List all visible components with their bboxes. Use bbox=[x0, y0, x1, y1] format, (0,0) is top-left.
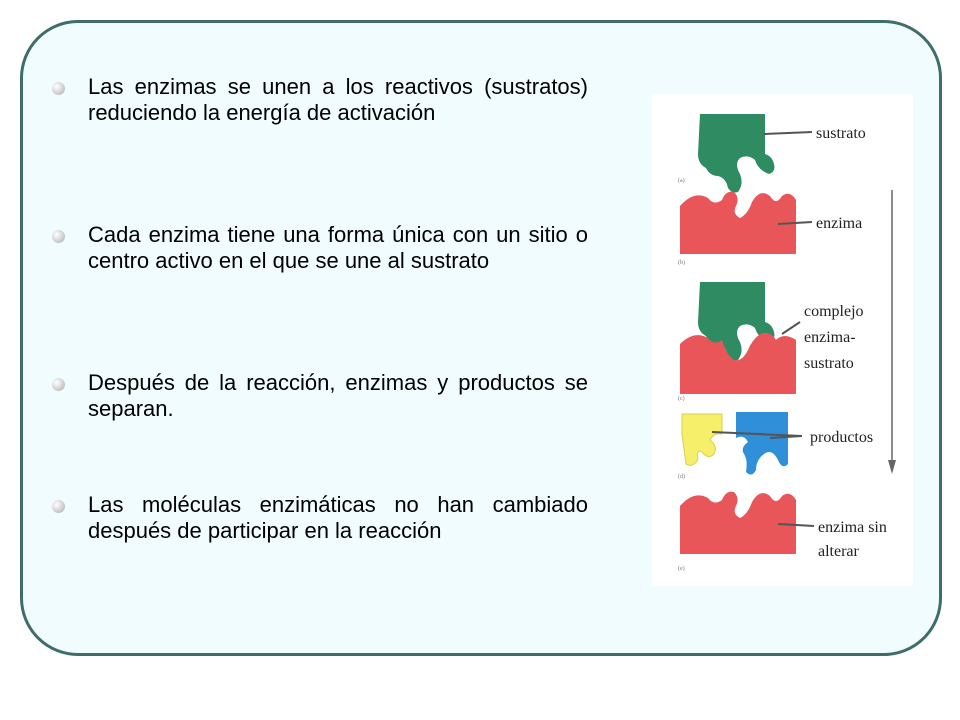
pointer-line-complejo bbox=[782, 322, 800, 334]
bullet-text: Las enzimas se unen a los reactivos (sustratos) reduciendo la energía de activación bbox=[88, 74, 588, 125]
label-complejo-1: complejo bbox=[804, 303, 864, 320]
bullet-dot-icon bbox=[52, 82, 65, 95]
substrate-shape bbox=[698, 114, 774, 193]
label-complejo-3: sustrato bbox=[804, 355, 854, 372]
bullet-dot-icon bbox=[52, 378, 65, 391]
diagram-svg bbox=[652, 94, 913, 586]
enzyme-shape bbox=[680, 192, 796, 254]
label-sustrato: sustrato bbox=[816, 125, 866, 142]
bullet-dot-icon bbox=[52, 500, 65, 513]
pointer-line-sustrato bbox=[764, 132, 812, 134]
process-arrow-head-icon bbox=[888, 460, 896, 474]
bullet-item bbox=[52, 370, 588, 422]
step-letter: (d) bbox=[678, 474, 685, 480]
label-enzima-sin-1: enzima sin bbox=[818, 519, 887, 536]
step-letter: (a) bbox=[678, 178, 685, 184]
label-complejo-2: enzima- bbox=[804, 329, 856, 346]
enzyme-unaltered-shape bbox=[680, 492, 796, 554]
bullet-dot-icon bbox=[52, 230, 65, 243]
bullet-item bbox=[52, 74, 588, 126]
step-letter: (e) bbox=[678, 566, 685, 572]
bullet-text: Después de la reacción, enzimas y productos se separan. bbox=[88, 370, 588, 421]
product-blue-shape bbox=[736, 412, 788, 475]
bullet-text: Las moléculas enzimáticas no han cambiado después de participar en la reacción bbox=[88, 492, 588, 543]
step-letter: (b) bbox=[678, 260, 685, 266]
label-productos: productos bbox=[810, 429, 874, 446]
label-enzima-sin-2: alterar bbox=[818, 543, 859, 560]
label-enzima: enzima bbox=[816, 215, 863, 232]
product-yellow-shape bbox=[682, 414, 722, 465]
bullet-item bbox=[52, 492, 588, 544]
bullet-item bbox=[52, 222, 588, 274]
enzyme-substrate-diagram bbox=[652, 94, 913, 586]
bullet-text: Cada enzima tiene una forma única con un sitio o centro activo en el que se une al sustrato bbox=[88, 222, 588, 273]
step-letter: (c) bbox=[678, 396, 685, 402]
